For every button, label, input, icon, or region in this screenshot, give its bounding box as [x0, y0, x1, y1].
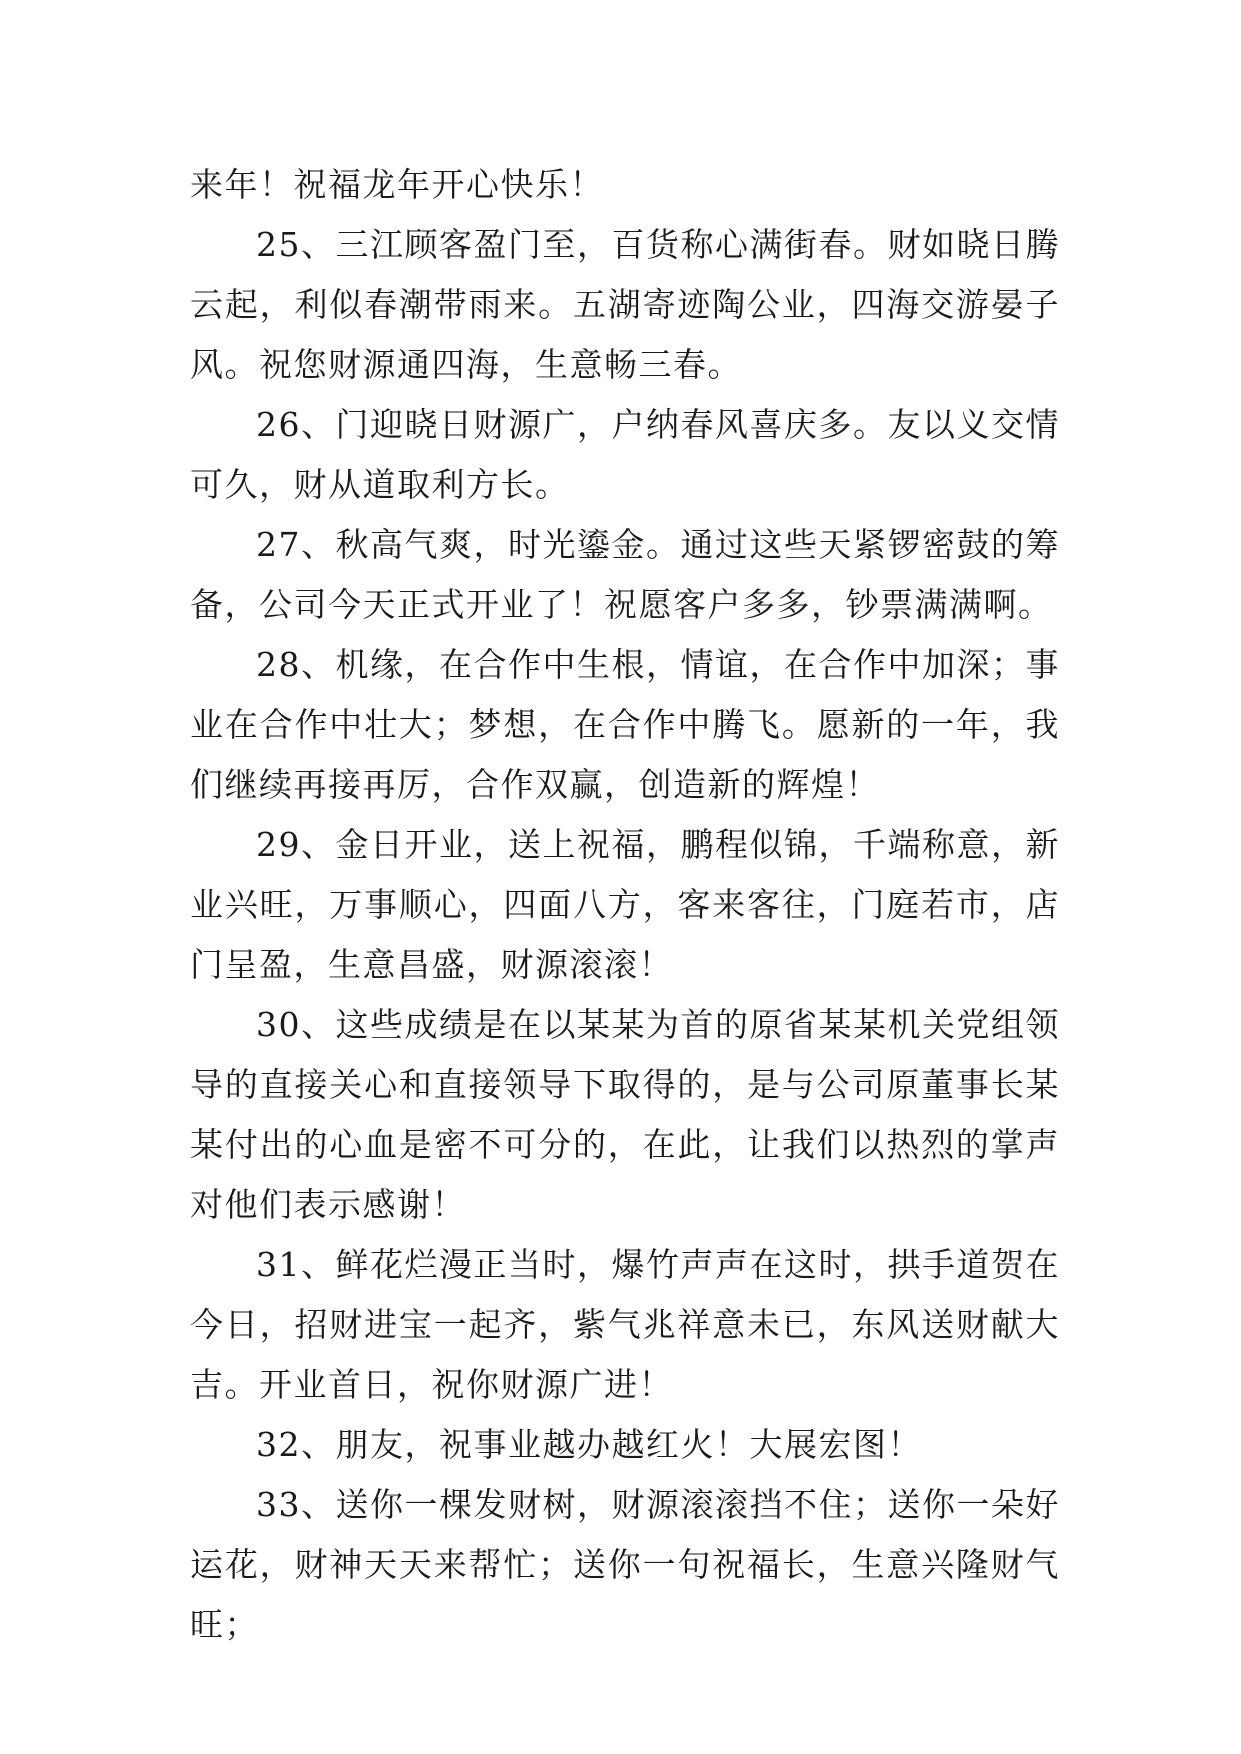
paragraph-29: 29、金日开业，送上祝福，鹏程似锦，千端称意，新业兴旺，万事顺心，四面八方，客来客往，门庭若市，店门呈盈，生意昌盛，财源滚滚！: [190, 825, 1060, 984]
paragraph-26: 26、门迎晓日财源广，户纳春风喜庆多。友以义交情可久，财从道取利方长。: [190, 405, 1060, 504]
paragraph-25: 25、三江顾客盈门至，百货称心满街春。财如晓日腾云起，利似春潮带雨来。五湖寄迹陶公业，四海交游晏子风。祝您财源通四海，生意畅三春。: [190, 225, 1060, 384]
paragraph-32: 32、朋友，祝事业越办越红火！大展宏图！: [256, 1425, 922, 1464]
paragraph-continuation: 来年！祝福龙年开心快乐！: [190, 165, 604, 204]
paragraph-33: 33、送你一棵发财树，财源滚滚挡不住；送你一朵好运花，财神天天来帮忙；送你一句祝福长，生意兴隆财气旺；: [190, 1485, 1060, 1644]
paragraph-27: 27、秋高气爽，时光鎏金。通过这些天紧锣密鼓的筹备，公司今天正式开业了！祝愿客户多多，钞票满满啊。: [190, 525, 1060, 624]
paragraph-31: 31、鲜花烂漫正当时，爆竹声声在这时，拱手道贺在今日，招财进宝一起齐，紫气兆祥意未已，东风送财献大吉。开业首日，祝你财源广进！: [190, 1245, 1060, 1404]
document-body: [190, 155, 1060, 1655]
paragraph-28: 28、机缘，在合作中生根，情谊，在合作中加深；事业在合作中壮大；梦想，在合作中腾飞。愿新的一年，我们继续再接再厉，合作双赢，创造新的辉煌！: [190, 645, 1060, 804]
paragraph-30: 30、这些成绩是在以某某为首的原省某某机关党组领导的直接关心和直接领导下取得的，是与公司原董事长某某付出的心血是密不可分的，在此，让我们以热烈的掌声对他们表示感谢！: [190, 1005, 1060, 1224]
